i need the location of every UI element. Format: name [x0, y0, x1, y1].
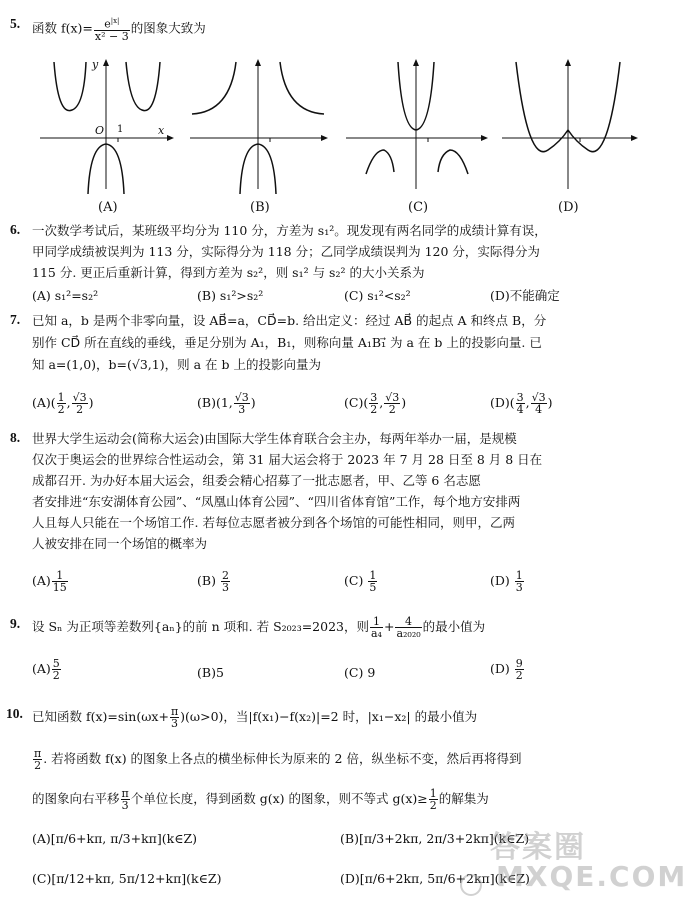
option-label: (D) — [490, 573, 510, 588]
question-number: 6. — [10, 222, 21, 237]
option-d[interactable]: (D)( $\frac{3}{4}$ , $\frac{√3}{4}$ ) — [490, 391, 553, 416]
question-9 — [10, 612, 642, 692]
denominator: 2 — [515, 669, 523, 682]
option-label: (C) — [344, 665, 364, 680]
plus-sign: + — [383, 619, 395, 634]
stem-line: 一次数学考试后，某班级平均分为 110 分，方差为 s₁²。现发现有两名同学的成绩计算有误， — [32, 223, 547, 238]
denominator: 3 — [238, 403, 246, 416]
numerator: 1 — [52, 570, 68, 582]
option-d[interactable]: (D)不能确定 — [490, 288, 560, 303]
fraction — [516, 392, 525, 415]
numerator: 3 — [370, 391, 378, 404]
stem-text: 的解集为 — [438, 791, 489, 806]
stem-line: 甲同学成绩被误判为 113 分，实际得分为 118 分；乙同学成绩误判为 120 分，实际得分为 — [32, 244, 540, 259]
fraction — [72, 392, 88, 415]
stem-line: 已知 a，b 是两个非零向量，设 AB⃗=a，CD⃗=b. 给出定义：经过 AB⃗ 的起点 A 和终点 B，分 — [32, 313, 547, 328]
watermark — [456, 822, 687, 900]
fraction — [395, 616, 421, 639]
denominator: 2 — [388, 403, 396, 416]
numerator: 2 — [221, 569, 229, 582]
stem-text: . 若将函数 f(x) 的图象上各点的横坐标伸长为原来的 2 倍，纵坐标不变，然后再将得到 — [43, 751, 522, 766]
fraction — [33, 748, 42, 771]
denominator: a₄ — [371, 627, 382, 640]
option-c[interactable] — [344, 664, 375, 682]
question-number: 8. — [10, 430, 21, 445]
numerator: 9 — [515, 657, 523, 670]
fraction — [94, 16, 130, 42]
exponent: |x| — [110, 17, 120, 25]
question-stem — [32, 616, 485, 639]
question-number: 10. — [6, 706, 23, 721]
option-b[interactable] — [197, 570, 231, 593]
caption-b: (B) — [250, 200, 270, 215]
stem-text: 的图象向右平移 — [32, 791, 120, 806]
denominator: 4 — [535, 403, 543, 416]
denominator: 3 — [515, 581, 523, 594]
graph-d — [502, 59, 638, 189]
numerator: 1 — [515, 569, 523, 582]
option-label: (D) — [340, 871, 360, 886]
numerator: 1 — [57, 391, 65, 404]
fraction — [170, 706, 179, 729]
stem-line: 仅次于奥运会的世界综合性运动会，第 31 届大运会将于 2023 年 7 月 28 日至 8 月 8 日在 — [32, 452, 543, 467]
option-c[interactable] — [344, 570, 378, 593]
denominator: 3 — [221, 581, 229, 594]
option-label: (A) — [32, 661, 51, 676]
question-number: 9. — [10, 616, 21, 631]
numerator: 4 — [395, 616, 421, 628]
option-label: (B) — [197, 665, 216, 680]
option-label: (B) — [340, 831, 359, 846]
denominator: 2 — [57, 403, 65, 416]
stem-line — [32, 748, 521, 771]
option-d[interactable] — [490, 658, 525, 681]
denominator: 2 — [34, 759, 42, 772]
option-a[interactable]: (A) s₁²=s₂² — [32, 288, 99, 303]
question-number: 5. — [10, 16, 21, 31]
denominator: 5 — [369, 581, 377, 594]
option-label: (A) — [32, 831, 51, 846]
option-label: (C) — [344, 573, 364, 588]
numerator: 1 — [370, 616, 383, 628]
graph-options — [40, 54, 640, 224]
graph-c — [346, 59, 488, 189]
watermark-title: 答案圈 — [490, 830, 586, 865]
fraction — [368, 570, 377, 593]
fraction — [531, 392, 547, 415]
option-c[interactable] — [32, 870, 221, 888]
option-label: (C) — [32, 871, 52, 886]
option-label: (D) — [490, 661, 510, 676]
origin-label: O — [95, 124, 105, 137]
stem-line: 别作 CD⃗ 所在直线的垂线，垂足分别为 A₁，B₁，则称向量 A₁B₁⃗ 为 a 在 b 上的投影向量. 已 — [32, 335, 542, 350]
option-a[interactable]: (A)( $\frac{1}{2}$ , $\frac{√3}{2}$ ) — [32, 391, 94, 416]
axis-y-label: y — [92, 58, 99, 71]
axis-x-label: x — [158, 124, 165, 137]
option-a[interactable] — [32, 570, 69, 593]
stem-text: )(ω>0)，当|f(x₁)−f(x₂)|=2 时，|x₁−x₂| 的最小值为 — [180, 709, 478, 724]
option-b[interactable]: (B) s₁²>s₂² — [197, 288, 264, 303]
numerator: π — [170, 705, 179, 718]
stem-line: 者安排进“东安湖体育公园”、“凤凰山体育公园”、“四川省体育馆”工作，每个地方安排两 — [32, 494, 521, 509]
stem-line: 人且每人只能在一个场馆工作. 若每位志愿者被分到各个场馆的可能性相同，则甲，乙两 — [32, 515, 515, 530]
denominator: x² − 3 — [94, 29, 129, 43]
numerator: 1 — [429, 787, 437, 800]
stem-line: 115 分. 更正后重新计算，得到方差为 s₂²，则 s₁² 与 s₂² 的大小关系为 — [32, 265, 425, 280]
option-a[interactable] — [32, 830, 197, 848]
fraction — [515, 570, 524, 593]
fraction — [370, 616, 383, 639]
option-label: (D) — [490, 395, 510, 410]
stem-line: 知 a=(1,0)，b=(√3,1)，则 a 在 b 上的投影向量为 — [32, 357, 321, 372]
graph-a — [40, 59, 174, 194]
watermark-url: MXQE.COM — [496, 860, 687, 893]
option-label: (A) — [32, 573, 51, 588]
option-a[interactable] — [32, 658, 62, 681]
fraction — [234, 392, 250, 415]
fraction — [515, 658, 524, 681]
caption-a: (A) — [98, 200, 118, 215]
stem-text: 的最小值为 — [422, 619, 486, 634]
option-text: [π/12+kπ, 5π/12+kπ](k∈Z) — [51, 871, 222, 886]
caption-c: (C) — [408, 200, 429, 215]
stem-line: 人被安排在同一个场馆的概率为 — [32, 536, 208, 551]
stem-line: 世界大学生运动会(简称大运会)由国际大学生体育联合会主办，每两年举办一届，是规模 — [32, 431, 517, 446]
option-label: (C) — [344, 395, 364, 410]
stem-line — [32, 788, 489, 811]
denominator: 15 — [52, 581, 67, 594]
tick-label: 1 — [117, 124, 124, 135]
numerator: π — [34, 747, 42, 760]
stem-text: 个单位长度，得到函数 g(x) 的图象，则不等式 g(x)≥ — [130, 791, 428, 806]
option-b[interactable]: (B)(1, $\frac{√3}{3}$ ) — [197, 391, 256, 416]
numerator: √3 — [385, 391, 400, 404]
option-text: [π/3+2kπ, 2π/3+2kπ](k∈Z) — [358, 831, 530, 846]
numerator: √3 — [234, 391, 249, 404]
denominator: 2 — [370, 403, 378, 416]
question-6 — [10, 222, 642, 306]
denominator: a₂₀₂₀ — [396, 627, 421, 640]
option-label: (B) — [197, 573, 216, 588]
question-stem — [32, 16, 206, 42]
stem-text: 已知函数 f(x)=sin(ωx+ — [32, 709, 169, 724]
fraction — [121, 788, 130, 811]
numerator: e — [104, 17, 111, 31]
denominator: 2 — [429, 799, 437, 812]
fraction — [57, 392, 66, 415]
question-8 — [10, 430, 642, 600]
option-label: (A) — [32, 395, 51, 410]
watermark-logo-icon — [460, 874, 482, 896]
option-label: (B) — [197, 395, 216, 410]
graph-b — [190, 59, 328, 194]
fraction — [384, 392, 400, 415]
numerator: √3 — [531, 391, 546, 404]
option-c[interactable]: (C) s₁²<s₂² — [344, 288, 411, 303]
numerator: 3 — [516, 391, 524, 404]
value: 5 — [215, 665, 224, 680]
stem-text: 的图象大致为 — [130, 20, 206, 36]
fraction — [429, 788, 438, 811]
value: 1 — [220, 395, 229, 410]
option-c[interactable]: (C)( $\frac{3}{2}$ , $\frac{√3}{2}$ ) — [344, 391, 407, 416]
denominator: 4 — [516, 403, 524, 416]
denominator: 3 — [121, 799, 129, 812]
denominator: 2 — [52, 669, 60, 682]
numerator: 1 — [369, 569, 377, 582]
option-text: [π/6+2kπ, 5π/6+2kπ](k∈Z) — [359, 871, 530, 886]
stem-text: 设 Sₙ 为正项等差数列{aₙ}的前 n 项和. 若 S₂₀₂₃=2023，则 — [32, 619, 369, 634]
stem-text: 函数 f(x)= — [32, 20, 93, 36]
option-text: [π/6+kπ, π/3+kπ](k∈Z) — [50, 831, 198, 846]
question-5 — [10, 6, 642, 216]
denominator: 2 — [76, 403, 84, 416]
question-7 — [10, 312, 642, 424]
numerator: 5 — [52, 657, 60, 670]
denominator: 3 — [171, 717, 179, 730]
fraction — [52, 658, 61, 681]
numerator: √3 — [72, 391, 87, 404]
numerator: π — [121, 787, 129, 800]
caption-d: (D) — [558, 200, 579, 215]
stem-line: 成都召开. 为办好本届大运会，组委会精心招募了一批志愿者，甲、乙等 6 名志愿 — [32, 473, 481, 488]
stem-line — [32, 706, 477, 729]
question-number: 7. — [10, 312, 21, 327]
fraction — [369, 392, 378, 415]
fraction — [52, 570, 68, 593]
option-d[interactable] — [490, 570, 525, 593]
value: 9 — [367, 665, 376, 680]
option-b[interactable] — [197, 664, 224, 682]
fraction — [221, 570, 230, 593]
